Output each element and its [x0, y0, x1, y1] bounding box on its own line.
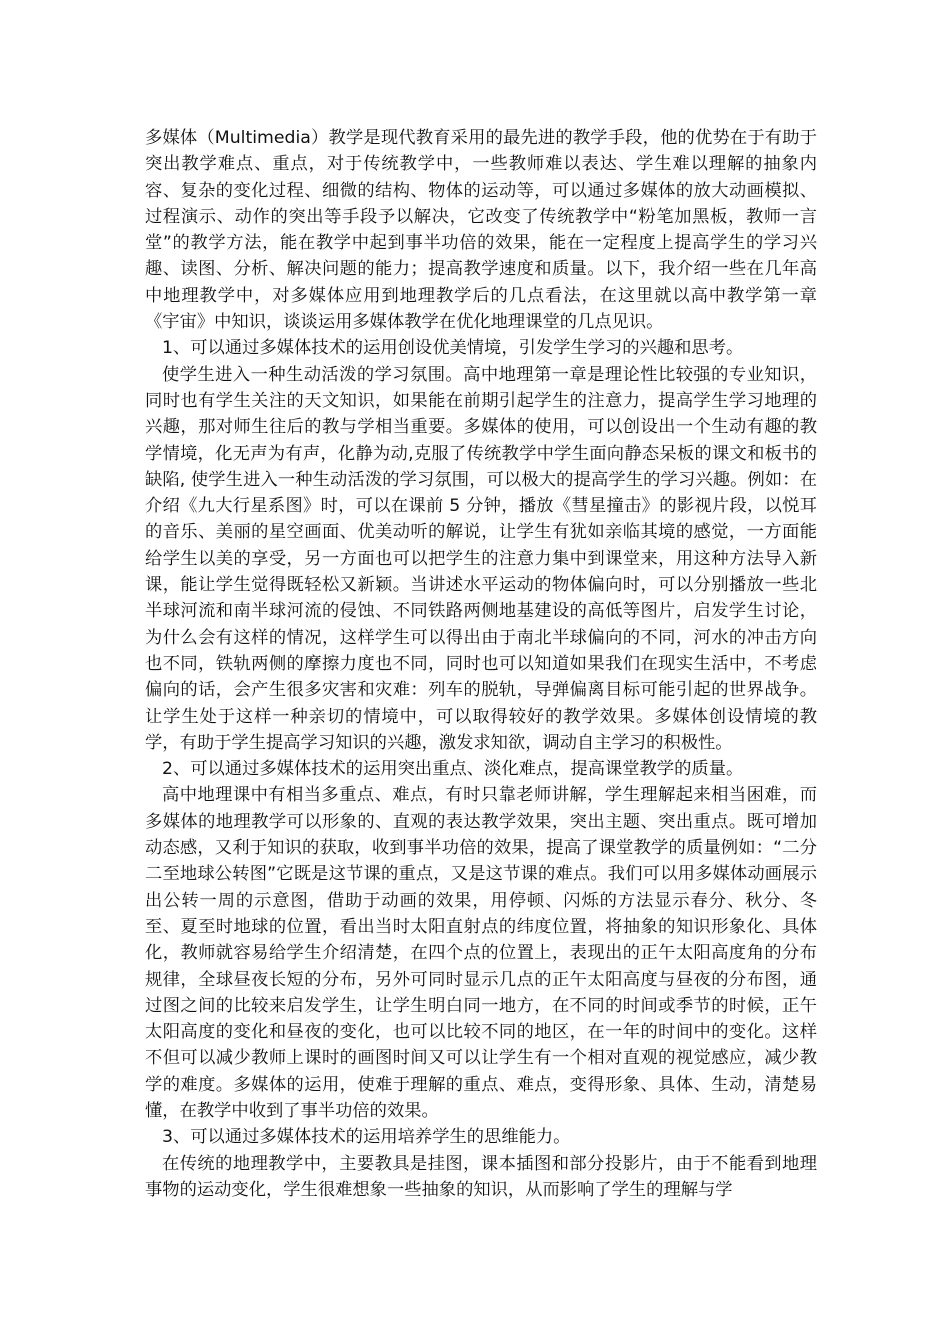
- section-body-2: 高中地理课中有相当多重点、难点，有时只靠老师讲解，学生理解起来相当困难，而多媒体的地理教学可以形象的、直观的表达教学效果，突出主题、突出重点。既可增加动态感，又利于知识的获取，收到事半功倍的效果，提高了课堂教学的质量例如：“二分二至地球公转图”它既是这节课的重点，又是这节课的难点。我们可以用多媒体动画展示出公转一周的示意图，借助于动画的效果，用停顿、闪烁的方法显示春分、秋分、冬至、夏至时地球的位置，看出当时太阳直射点的纬度位置，将抽象的知识形象化、具体化，教师就容易给学生介绍清楚，在四个点的位置上，表现出的正午太阳高度角的分布规律，全球昼夜长短的分布，另外可同时显示几点的正午太阳高度与昼夜的分布图，通过图之间的比较来启发学生，让学生明白同一地方，在不同的时间或季节的时候，正午太阳高度的变化和昼夜的变化，也可以比较不同的地区，在一年的时间中的变化。这样不但可以减少教师上课时的画图时间又可以让学生有一个相对直观的视觉感应，减少教学的难度。多媒体的运用，使难于理解的重点、难点，变得形象、具体、生动，清楚易懂，在教学中收到了事半功倍的效果。: [145, 785, 817, 1121]
- section-body-1: 使学生进入一种生动活泼的学习氛围。高中地理第一章是理论性比较强的专业知识，同时也有学生关注的天文知识，如果能在前期引起学生的注意力，提高学生学习地理的兴趣，那对师生往后的教与学相当重要。多媒体的使用，可以创设出一个生动有趣的教学情境，化无声为有声，化静为动,克服了传统教学中学生面向静态呆板的课文和板书的缺陷, 使学生进入一种生动活泼的学习氛围，可以极大的提高学生的学习兴趣。例如：在介绍《九大行星系图》时，可以在课前 5 分钟，播放《彗星撞击》的影视片段，以悦耳的音乐、美丽的星空画面、优美动听的解说，让学生有犹如亲临其境的感觉，一方面能给学生以美的享受，另一方面也可以把学生的注意力集中到课堂来，用这种方法导入新课，能让学生觉得既轻松又新颖。当讲述水平运动的物体偏向时，可以分别播放一些北半球河流和南半球河流的侵蚀、不同铁路两侧地基建设的高低等图片，启发学生讨论，为什么会有这样的情况，这样学生可以得出由于南北半球偏向的不同，河水的冲击方向也不同，铁轨两侧的摩擦力度也不同，同时也可以知道如果我们在现实生活中，不考虑偏向的话，会产生很多灾害和灾难：列车的脱轨，导弹偏离目标可能引起的世界战争。让学生处于这样一种亲切的情境中，可以取得较好的教学效果。多媒体创设情境的教学，有助于学生提高学习知识的兴趣，激发求知欲，调动自主学习的积极性。: [145, 364, 817, 753]
- section-heading-3: 3、可以通过多媒体技术的运用培养学生的思维能力。: [162, 1127, 571, 1148]
- section-heading-1: 1、可以通过多媒体技术的运用创设优美情境，引发学生学习的兴趣和思考。: [162, 338, 744, 359]
- intro-paragraph: 多媒体（Multimedia）教学是现代教育采用的最先进的教学手段，他的优势在于有助于突出教学难点、重点，对于传统教学中，一些教师难以表达、学生难以理解的抽象内容、复杂的变化过程、细微的结构、物体的运动等，可以通过多媒体的放大动画模拟、过程演示、动作的突出等手段予以解决，它改变了传统教学中“粉笔加黑板，教师一言堂”的教学方法，能在教学中起到事半功倍的效果，能在一定程度上提高学生的学习兴趣、读图、分析、解决问题的能力；提高教学速度和质量。以下，我介绍一些在几年高中地理教学中，对多媒体应用到地理教学后的几点看法，在这里就以高中教学第一章《宇宙》中知识，谈谈运用多媒体教学在优化地理课堂的几点见识。: [145, 128, 817, 333]
- document-body: [145, 125, 817, 1203]
- section-body-3: 在传统的地理教学中，主要教具是挂图，课本插图和部分投影片，由于不能看到地理事物的运动变化，学生很难想象一些抽象的知识，从而影响了学生的理解与学: [145, 1153, 817, 1200]
- section-heading-2: 2、可以通过多媒体技术的运用突出重点、淡化难点，提高课堂教学的质量。: [162, 759, 744, 780]
